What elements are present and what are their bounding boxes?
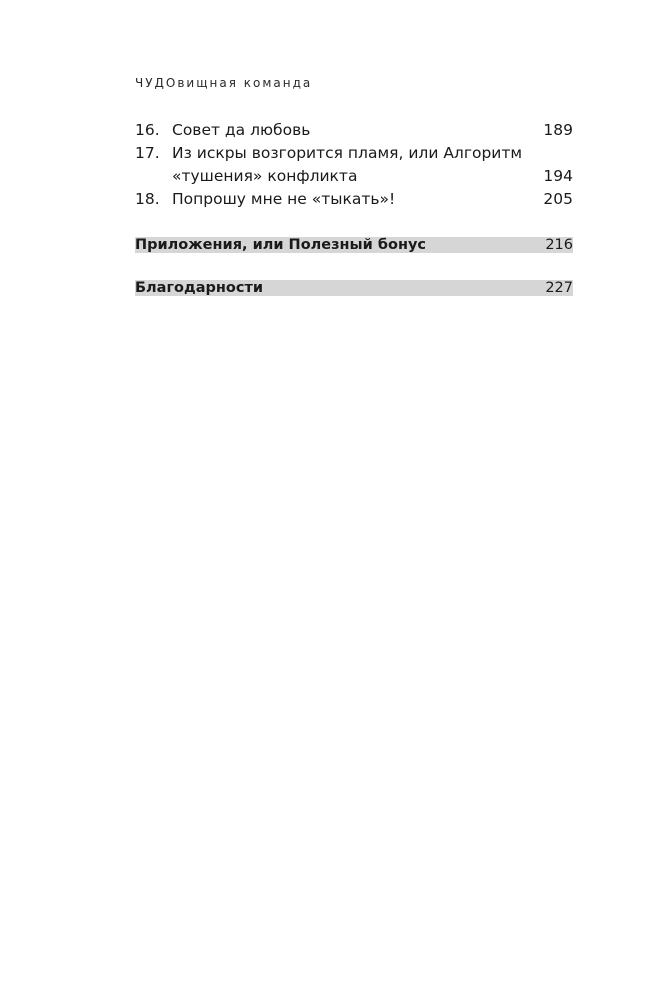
toc-entry-title: Попрошу мне не «тыкать»!	[172, 190, 396, 208]
toc-entry-page: 205	[543, 190, 573, 208]
toc-section-title: Приложения, или Полезный бонус	[135, 237, 427, 253]
table-of-contents	[135, 119, 573, 296]
toc-entry-page: 194	[543, 167, 573, 185]
running-head: ЧУДОвищная команда	[135, 76, 313, 90]
toc-section-page: 227	[545, 280, 573, 296]
toc-entry-number: 16.	[135, 121, 160, 139]
toc-section-acknowledgements	[135, 280, 573, 296]
toc-entry-continuation	[135, 165, 573, 188]
toc-entry-title: Совет да любовь	[172, 121, 311, 139]
toc-entry-number: 18.	[135, 190, 160, 208]
toc-entry-page: 189	[543, 121, 573, 139]
toc-entry	[135, 119, 573, 142]
toc-section-page: 216	[545, 237, 573, 253]
toc-entry-title: «тушения» конфликта	[172, 167, 358, 185]
toc-section-appendices	[135, 237, 573, 253]
toc-entry	[135, 188, 573, 211]
toc-entry-number: 17.	[135, 144, 160, 162]
toc-entry-title: Из искры возгорится пламя, или Алгоритм	[172, 144, 523, 162]
toc-section-title: Благодарности	[135, 280, 264, 296]
toc-entry	[135, 142, 573, 165]
